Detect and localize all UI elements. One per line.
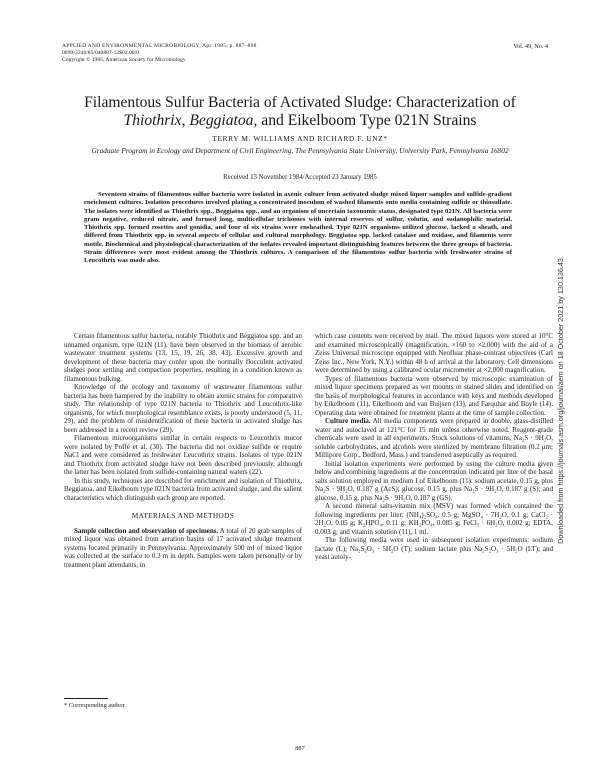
page-number: 887 [295,745,305,752]
paragraph [315,417,553,460]
paragraph: which case contents were received by mail. The mixed liquors were stored at 10°C and examined microscopically (magnification, ×160 to ×2,000) with the aid of a Zeiss Universal microscope equipped with Neofluar phase-contrast objectives (Carl Zeiss Inc., New York, N.Y.) within 48 h of arrival at the laboratory. Cell dimensions were determined by using a calibrated ocular micrometer at ×2,000 magnification. [315,332,553,374]
abstract: Seventeen strains of filamentous sulfur bacteria were isolated in axenic culture from activated sludge mixed liquor samples and sulfide-gradient enrichment cultures. Isolation procedures involved plating a concentrated inoculum of washed filaments onto media containing sulfide or thiosulfate. The isolates were identified as Thiothrix spp., Beggiatoa spp., and an organism of uncertain taxonomic status, designated type 021N. All bacteria were gram negative, reduced nitrate, and formed long, multicellular trichomes with internal reserves of sulfur, volutin, and sudanophilic material. Thiothrix spp. formed rosettes and gonidia, and four of six strains were ensheathed. Type 021N organisms utilized glucose, lacked a sheath, and differed from Thiothrix spp. in several aspects of cellular and cultural morphology. Beggiatoa spp. lacked catalase and oxidase, and filaments were motile. Biochemical and physiological characterization of the isolates revealed important distinguishing features between the three groups of bacteria. Strain differences were most evident among the Thiothrix cultures. A comparison of the filamentous sulfur bacteria with freshwater strains of Leucothrix was made also. [84,191,512,265]
title-sep: , [181,112,190,129]
run-in-heading: Sample collection and observation of specimens. [74,526,219,535]
paragraph: Certain filamentous sulfur bacteria, notably Thiothrix and Beggiatoa spp. and an unnamed organism, type 021N (11), have been observed in the biomass of aerobic wastewater treatment systems (13, 15, 19, 26, 38, 43). Excessive growth and development of these bacteria may confer upon the normally flocculent activated sludges poor settling and compaction properties, resulting in a condition known as filamentous bulking. [64,332,302,383]
journal-line: APPLIED AND ENVIRONMENTAL MICROBIOLOGY, Apr. 1985, p. 887–898 [62,43,257,49]
run-in-heading: Culture media. [325,417,371,425]
paragraph: Knowledge of the ecology and taxonomy of wastewater filamentous sulfur bacteria has been hampered by the inability to obtain axenic strains for comparative study. The relationship of type 021N bacteria to Thiothrix and Leucothrix-like organisms, for which morphological resemblance exists, is poorly understood (5, 11, 29), and the problem of misidentification of these bacteria in activated sludge has been addressed in a recent review (29). [64,383,302,434]
paper-title [50,94,550,130]
left-column [64,332,302,569]
download-watermark: Downloaded from https://journals.asm.org/journal/aem on 18 October 2021 by 130.136.43. [556,256,565,544]
issn-line: 0099-2240/85/040887-12$02.00/0 [62,50,139,57]
title-line-1: Filamentous Sulfur Bacteria of Activated Sludge: Characterization of [84,94,516,111]
title-beggiatoa: Beggiatoa [189,112,254,129]
paragraph-text: A total of 20 grab samples of mixed liquor was obtained from aeration basins of 17 activated sludge treatment systems located primarily in Pennsylvania. Approximately 500 ml of mixed liquor was collected at the surface to 0.3 m in depth. Samples were taken personally or by treatment plant attendants, in [64,526,302,569]
title-rest: , and Eikelboom Type 021N Strains [253,112,477,129]
received-dates: Received 13 November 1984/Accepted 23 January 1985 [223,174,377,181]
journal-header [62,43,257,65]
title-line-2 [50,112,550,130]
copyright-line: Copyright © 1985, American Society for Microbiology [62,57,186,64]
footnote: * Corresponding author. [64,702,126,709]
paragraph-text: All media components were prepared in double, glass-distilled water and autoclaved at 121°C for 15 min unless otherwise noted. Reagent-grade chemicals were used in all experiments. Stock solutions of vitamins, Na₂S · 9H₂O, soluble carbohydrates, and alcohols were sterilized by membrane filtration (0.2 μm; Millipore Corp., Bedford, Mass.) and transferred aseptically as required. [315,417,553,459]
paragraph: Types of filamentous bacteria were observed by microscopic examination of mixed liquor specimens prepared as wet mounts or stained slides and identified on the basis of morphological features in accordance with keys and methods developed by Eikelboom (11), Eikelboom and van Buijsen (13), and Farquhar and Boyle (14). Operating data were obtained for treatment plants at the time of sample collection. [315,374,553,417]
paragraph: The following media were used in subsequent isolation experiments: sodium lactate (L); Na₂S₂O₃ · 5H₂O (T); sodium lactate plus Na₂S₂O₃ · 5H₂O (LT); and yeast autoly- [315,536,553,561]
volume-label: Vol. 49, No. 4 [513,43,548,50]
footnote-rule [64,698,108,699]
affiliation: Graduate Program in Ecology and Department of Civil Engineering, The Pennsylvania State University, University Park, Pennsylvania 16802 [91,146,509,155]
paragraph [64,527,302,570]
paragraph: Initial isolation experiments were performed by using the culture media given below and combining ingredients at the concentration indicated per liter of the basal salts solution employed in medium I of Eikelboom (11): sodium acetate, 0.15 g, plus Na₂S · 9H₂O, 0.187 g (AcS); glucose, 0.15 g, plus Na₂S · 9H₂O, 0.187 g (S); and glucose, 0.15 g, plus Na₂S · 9H₂O, 0.187 g (GS). [315,459,553,502]
section-heading: MATERIALS AND METHODS [131,512,235,520]
authors: TERRY M. WILLIAMS AND RICHARD F. UNZ* [212,134,388,143]
paragraph: In this study, techniques are described for enrichment and isolation of Thiothrix, Beggiatoa, and Eikelboom type 021N bacteria from activated sludge, and the salient characteristics which distinguish each group are reported. [64,476,302,502]
paragraph: Filamentous microorganisms similar in certain respects to Leucothrix mucor were isolated by Poffé et al. (30). The bacteria did not oxidize sulfide or require NaCl and were considered as freshwater Leucothrix strains. Isolates of type 021N and Thiothrix from activated sludge have not been described previously, although the latter has been isolated from sulfide-containing natural waters (22). [64,434,302,476]
title-thiothrix: Thiothrix [123,112,182,129]
right-column [315,332,553,562]
paragraph: A second mineral salts-vitamin mix (MSV) was formed which contained the following ingredients per liter: (NH₄)₂SO₄, 0.5 g; MgSO₄ · 7H₂O, 0.1 g; CaCl₂ · 2H₂O, 0.05 g; K₂HPO₄, 0.11 g; KH₂PO₄, 0.085 g; FeCl₃ · 6H₂O, 0.002 g; EDTA, 0.003 g; and vitamin solution (11), 1 ml. [315,502,553,536]
